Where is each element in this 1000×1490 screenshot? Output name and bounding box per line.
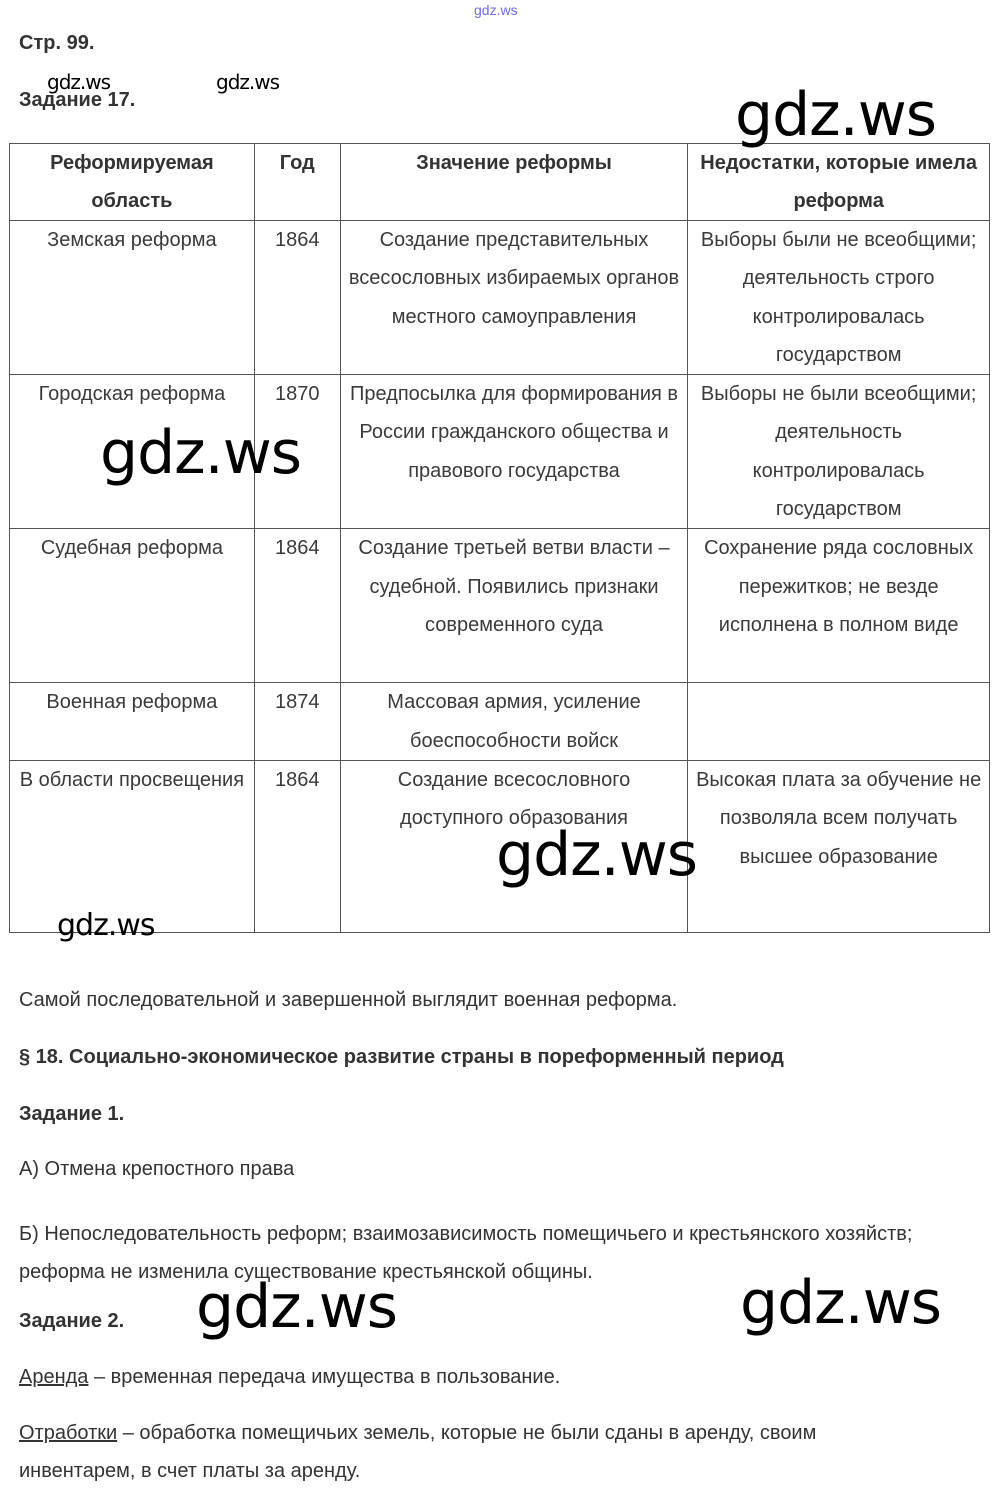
cell-area: Земская реформа xyxy=(10,221,255,375)
table-header-row xyxy=(10,144,990,221)
header-significance: Значение реформы xyxy=(340,144,688,221)
header-area: Реформируемая область xyxy=(10,144,255,221)
watermark: gdz.ws xyxy=(496,820,698,890)
page-label: Стр. 99. xyxy=(19,32,95,54)
task-17-title: Задание 17. xyxy=(19,89,136,111)
header-year: Год xyxy=(254,144,340,221)
header-shortcomings: Недостатки, которые имела реформа xyxy=(688,144,990,221)
cell-significance: Создание всесословного доступного образования xyxy=(340,760,688,932)
term-definition: – обработка помещичьих земель, которые не были сданы в аренду, своим инвентарем, в счет платы за аренду. xyxy=(19,1422,817,1482)
cell-shortcomings xyxy=(688,683,990,761)
cell-area: Военная реформа xyxy=(10,683,255,761)
cell-year: 1864 xyxy=(254,221,340,375)
term-definition: – временная передача имущества в пользование. xyxy=(88,1366,561,1388)
cell-shortcomings: Выборы не были всеобщими; деятельность контролировалась государством xyxy=(688,375,990,529)
table-row xyxy=(10,529,990,683)
table-row xyxy=(10,221,990,375)
table-row xyxy=(10,683,990,761)
task-1-title: Задание 1. xyxy=(19,1103,125,1125)
task-1-answer-a: А) Отмена крепостного права xyxy=(19,1158,295,1180)
term-label: Аренда xyxy=(19,1366,89,1388)
term-label: Отработки xyxy=(19,1422,118,1444)
cell-significance: Массовая армия, усиление боеспособности войск xyxy=(340,683,688,761)
cell-significance: Создание третьей ветви власти – судебной. Появились признаки современного суда xyxy=(340,529,688,683)
watermark: gdz.ws xyxy=(216,70,280,94)
watermark: gdz.ws xyxy=(735,80,937,150)
cell-area: В области просвещения xyxy=(10,760,255,932)
reforms-table xyxy=(9,143,990,933)
cell-year: 1864 xyxy=(254,529,340,683)
cell-year: 1870 xyxy=(254,375,340,529)
cell-significance: Предпосылка для формирования в России гражданского общества и правового государства xyxy=(340,375,688,529)
term-otrabotki xyxy=(19,1414,919,1490)
top-watermark: gdz.ws xyxy=(474,2,518,18)
task-2-title: Задание 2. xyxy=(19,1310,125,1332)
conclusion-text: Самой последовательной и завершенной выглядит военная реформа. xyxy=(19,989,678,1011)
cell-significance: Создание представительных всесословных избираемых органов местного самоуправления xyxy=(340,221,688,375)
cell-shortcomings: Сохранение ряда сословных пережитков; не везде исполнена в полном виде xyxy=(688,529,990,683)
cell-shortcomings: Выборы были не всеобщими; деятельность строго контролировалась государством xyxy=(688,221,990,375)
cell-shortcomings: Высокая плата за обучение не позволяла всем получать высшее образование xyxy=(688,760,990,932)
term-arenda xyxy=(19,1366,560,1389)
cell-area: Городская реформа xyxy=(10,375,255,529)
watermark: gdz.ws xyxy=(196,1272,398,1342)
watermark: gdz.ws xyxy=(740,1268,942,1338)
cell-year: 1864 xyxy=(254,760,340,932)
cell-year: 1874 xyxy=(254,683,340,761)
section-18-title: § 18. Социально-экономическое развитие страны в пореформенный период xyxy=(19,1046,784,1068)
watermark: gdz.ws xyxy=(57,908,155,943)
task-1-answer-b: Б) Непоследовательность реформ; взаимозависимость помещичьего и крестьянского хозяйств; реформа не изменила существование крестьянской общины. xyxy=(19,1223,913,1283)
watermark: gdz.ws xyxy=(47,70,111,94)
cell-area: Судебная реформа xyxy=(10,529,255,683)
watermark: gdz.ws xyxy=(100,418,302,488)
